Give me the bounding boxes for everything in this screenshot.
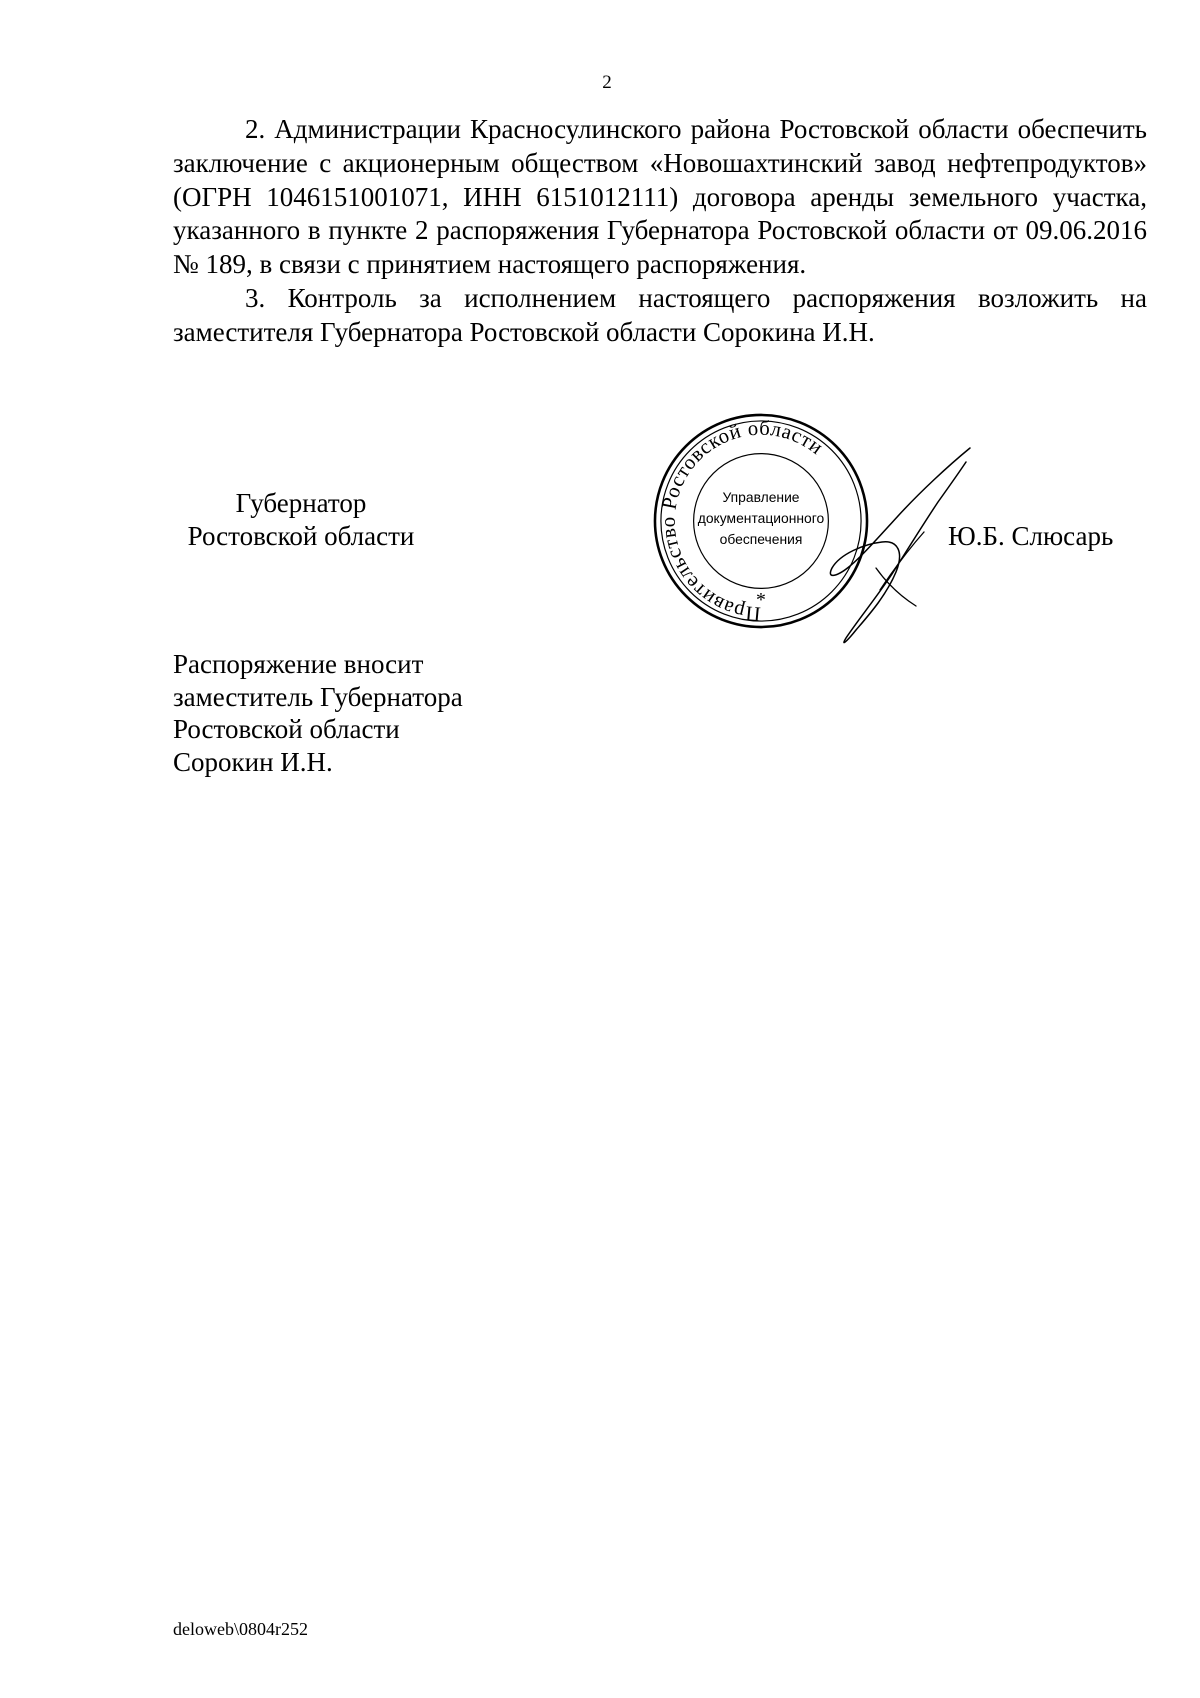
submitted-by-line-4: Сорокин И.Н. bbox=[173, 746, 333, 777]
paragraph-2: 2. Администрации Красносулинского района Ростовской области обеспечить заключение с акционерным обществом «Новошахтинский завод нефтепродуктов» (ОГРН 1046151001071, ИНН 6151012111) договора аренды земельного участка, указанного в пункте 2 распоряжения Губернатора Ростовской области от 09.06.2016 № 189, в связи с принятием настоящего распоряжения. bbox=[173, 114, 1147, 280]
submitted-by-line-2: заместитель Губернатора bbox=[173, 681, 463, 712]
submitted-by-line-1: Распоряжение вносит bbox=[173, 649, 424, 679]
submitted-by-block bbox=[173, 648, 463, 778]
document-body bbox=[173, 113, 1147, 350]
signatory-region: Ростовской области bbox=[187, 521, 415, 551]
page-number: 2 bbox=[602, 72, 612, 93]
seal-ring-text: Правительство Ростовской области bbox=[656, 416, 828, 626]
signer-name: Ю.Б. Слюсарь bbox=[948, 521, 1114, 551]
seal-star: * bbox=[756, 589, 766, 612]
seal-center-line-2: документационного bbox=[697, 509, 825, 526]
signatory-title: Губернатор bbox=[235, 488, 367, 518]
seal-center-line-3: обеспечения bbox=[719, 530, 803, 547]
submitted-by-line-3: Ростовской области bbox=[173, 714, 400, 744]
seal-center-line-1: Управление bbox=[722, 489, 800, 506]
file-code: deloweb\0804r252 bbox=[173, 1619, 308, 1639]
signatory-position bbox=[176, 487, 426, 553]
paragraph-3: 3. Контроль за исполнением настоящего распоряжения возложить на заместителя Губернатора Ростовской области Сорокина И.Н. bbox=[173, 282, 1147, 347]
